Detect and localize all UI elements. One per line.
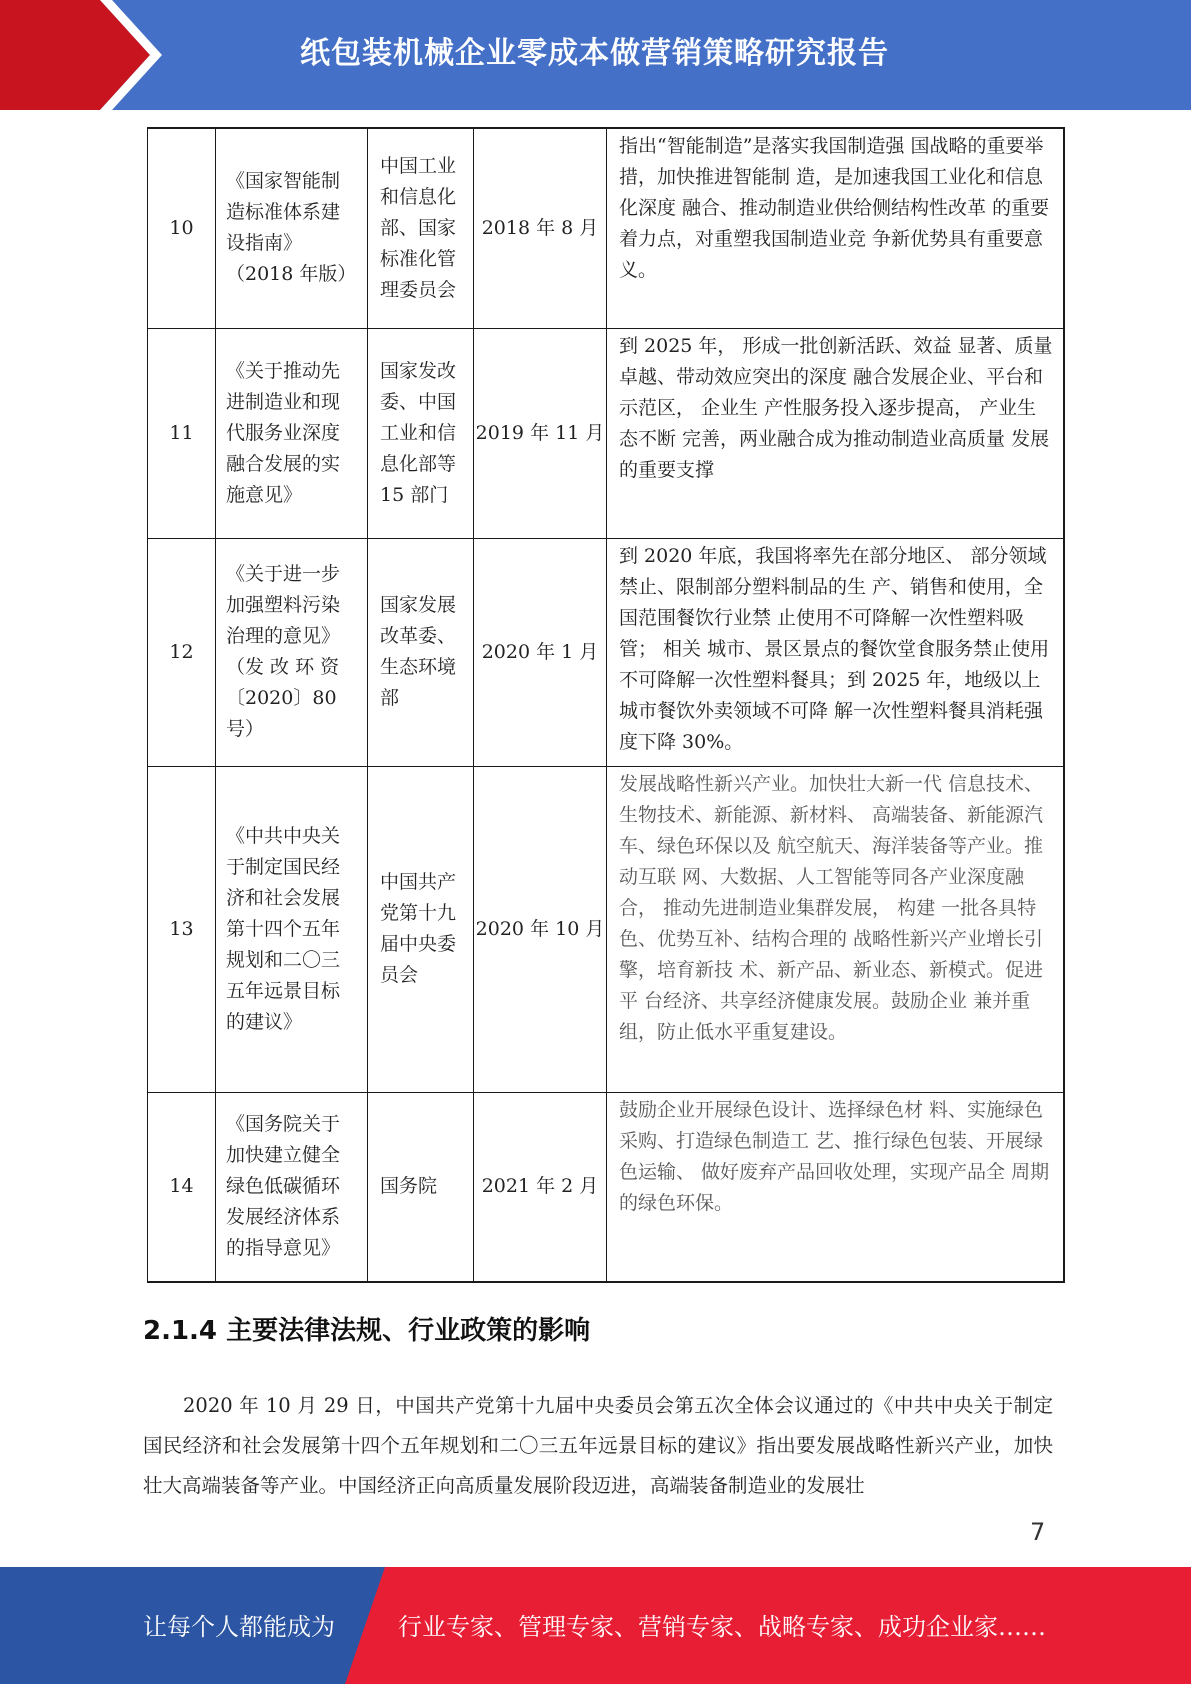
issuing-department: 国家发改委、中国工业和信息化部等 15 部门 (368, 328, 474, 538)
footer-slogan-left: 让每个人都能成为 (143, 1613, 335, 1641)
row-number: 14 (148, 1092, 216, 1282)
policy-description: 发展战略性新兴产业。加快壮大新一代 信息技术、生物技术、新能源、新材料、 高端装备、新能源汽车、绿色环保以及 航空航天、海洋装备等产业。推动互联 网、大数据、人工智能等同各产业深度融合， 推动先进制造业集群发展， 构建 一批各具特色、优势互补、结构合理的 战略性新兴产业增长引擎，培育新技 术、新产品、新业态、新模式。促进平 台经济、共享经济健康发展。鼓励企业 兼并重组，防止低水平重复建设。 (607, 766, 1064, 1092)
issue-date: 2018 年 8 月 (474, 128, 607, 328)
page-number: 7 (1030, 1518, 1046, 1546)
issue-date: 2020 年 10 月 (474, 766, 607, 1092)
policy-name: 《关于推动先 进制造业和现 代服务业深度 融合发展的实 施意见》 (216, 328, 368, 538)
row-number: 10 (148, 128, 216, 328)
section-heading: 2.1.4 主要法律法规、行业政策的影响 (143, 1316, 591, 1346)
issuing-department: 国家发展改革委、生态环境部 (368, 538, 474, 766)
policy-description: 到 2020 年底，我国将率先在部分地区、 部分领域禁止、限制部分塑料制品的生 产、销售和使用，全国范围餐饮行业禁 止使用不可降解一次性塑料吸管； 相关 城市、景区景点的餐饮堂食服务禁止使用不可降解一次性塑料餐具；到 2025 年，地级以上城市餐饮外卖领域不可降 解一次性塑料餐具消耗强度下降 30%。 (607, 538, 1064, 766)
issue-date: 2020 年 1 月 (474, 538, 607, 766)
policy-description: 指出“智能制造”是落实我国制造强 国战略的重要举措，加快推进智能制 造，是加速我国工业化和信息化深度 融合、推动制造业供给侧结构性改革 的重要着力点，对重塑我国制造业竞 争新优势具有重要意义。 (607, 128, 1064, 328)
row-number: 12 (148, 538, 216, 766)
policy-description: 到 2025 年， 形成一批创新活跃、效益 显著、质量卓越、带动效应突出的深度 融合发展企业、平台和示范区， 企业生 产性服务投入逐步提高， 产业生态不断 完善，两业融合成为推动制造业高质量 发展的重要支撑 (607, 328, 1064, 538)
table-row (148, 766, 1064, 1092)
page-header (0, 0, 1191, 110)
policy-name: 《中共中央关 于制定国民经 济和社会发展 第十四个五年 规划和二〇三五年远景目标 的建议》 (216, 766, 368, 1092)
issue-date: 2019 年 11 月 (474, 328, 607, 538)
header-red-chevron (0, 0, 150, 110)
body-paragraph: 2020 年 10 月 29 日，中国共产党第十九届中央委员会第五次全体会议通过的《中共中央关于制定国民经济和社会发展第十四个五年规划和二〇三五年远景目标的建议》指出要发展战略性新兴产业，加快壮大高端装备等产业。中国经济正向高质量发展阶段迈进，高端装备制造业的发展壮 (143, 1394, 1053, 1497)
table-row (148, 128, 1064, 328)
row-number: 11 (148, 328, 216, 538)
policy-table (147, 127, 1065, 1283)
issue-date: 2021 年 2 月 (474, 1092, 607, 1282)
table-row (148, 328, 1064, 538)
row-number: 13 (148, 766, 216, 1092)
policy-name: 《国务院关于 加快建立健全 绿色低碳循环 发展经济体系 的指导意见》 (216, 1092, 368, 1282)
table-row (148, 1092, 1064, 1282)
footer-slogan-right: 行业专家、管理专家、营销专家、战略专家、成功企业家…… (398, 1613, 1046, 1641)
issuing-department: 中国工业和信息化部、国家标准化管理委员会 (368, 128, 474, 328)
issuing-department: 国务院 (368, 1092, 474, 1282)
report-title: 纸包装机械企业零成本做营销策略研究报告 (300, 36, 889, 71)
policy-description: 鼓励企业开展绿色设计、选择绿色材 料、实施绿色采购、打造绿色制造工 艺、推行绿色包装、开展绿色运输、 做好废弃产品回收处理，实现产品全 周期的绿色环保。 (607, 1092, 1064, 1282)
policy-name: 《关于进一步 加强塑料污染 治理的意见》（发 改 环 资 〔2020〕80 号） (216, 538, 368, 766)
page-footer (0, 1567, 1191, 1684)
issuing-department: 中国共产党第十九届中央委员会 (368, 766, 474, 1092)
policy-name: 《国家智能制造标准体系建设指南》（2018 年版） (216, 128, 368, 328)
table-row (148, 538, 1064, 766)
